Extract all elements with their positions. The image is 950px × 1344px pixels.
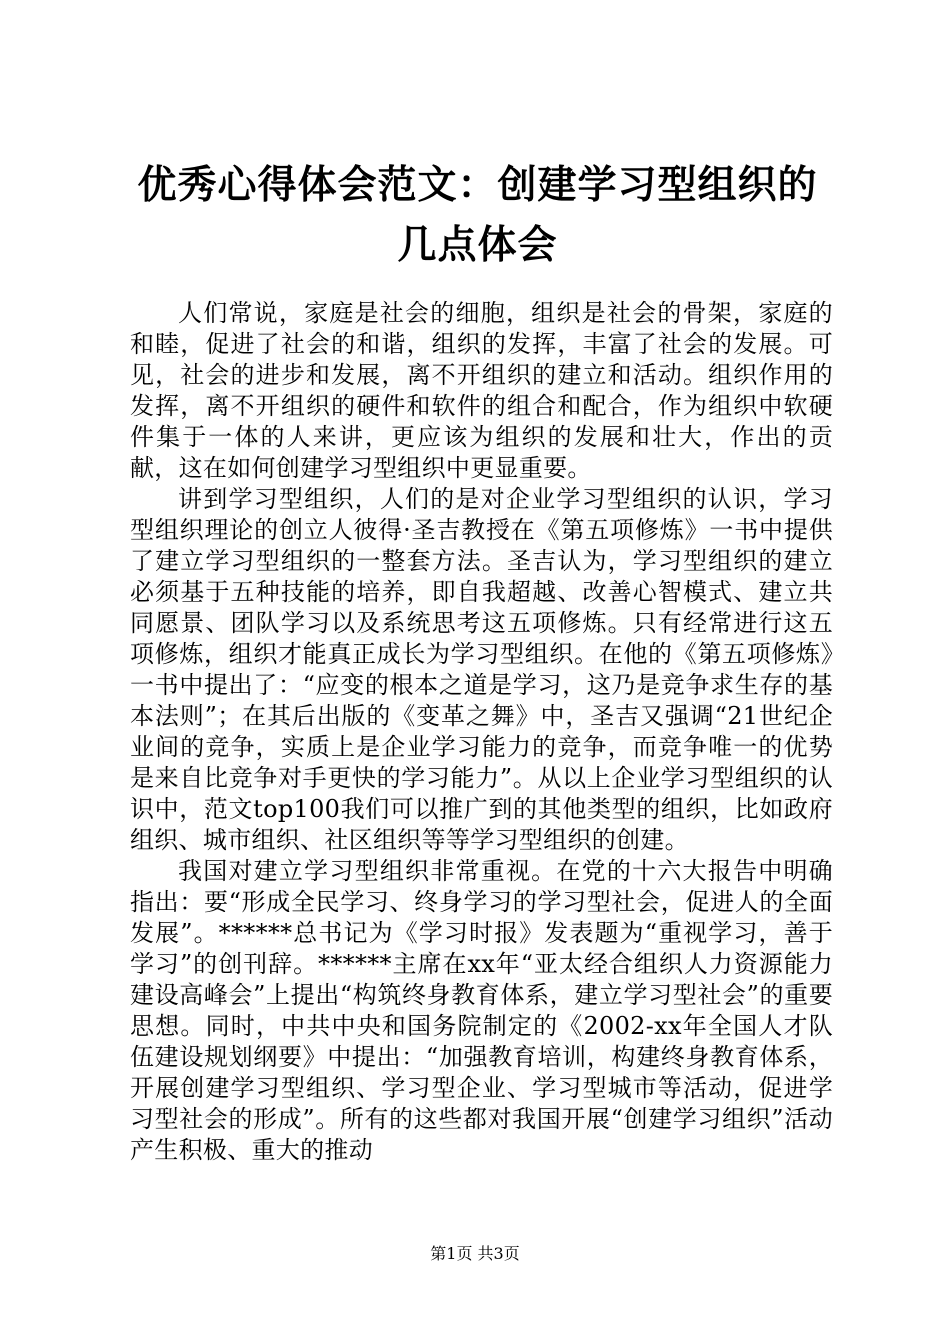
paragraph: 我国对建立学习型组织非常重视。在党的十六大报告中明确指出：要“形成全民学习、终身学习的学习型社会，促进人的全面发展”。******总书记为《学习时报》发表题为“重视学习，善于学习”的创刊辞。******主席在xx年“亚太经合组织人力资源能力建设高峰会”上提出“构筑终身教育体系，建立学习型社会”的重要思想。同时，中共中央和国务院制定的《2002-xx年全国人才队伍建设规划纲要》中提出：“加强教育培训，构建终身教育体系，开展创建学习型组织、学习型企业、学习型城市等活动，促进学习型社会的形成”。所有的这些都对我国开展“创建学习组织”活动产生积极、重大的推动 [130,857,833,1164]
paragraph: 人们常说，家庭是社会的细胞，组织是社会的骨架，家庭的和睦，促进了社会的和谐，组织的发挥，丰富了社会的发展。可见，社会的进步和发展，离不开组织的建立和活动。组织作用的发挥，离不开组织的硬件和软件的组合和配合，作为组织中软硬件集于一体的人来讲，更应该为组织的发展和壮大，作出的贡献，这在如何创建学习型组织中更显重要。 [130,299,833,482]
document-title: 优秀心得体会范文：创建学习型组织的几点体会 [137,163,818,268]
paragraph: 讲到学习型组织，人们的是对企业学习型组织的认识，学习型组织理论的创立人彼得·圣吉教授在《第五项修炼》一书中提供了建立学习型组织的一整套方法。圣吉认为，学习型组织的建立必须基于五种技能的培养，即自我超越、改善心智模式、建立共同愿景、团队学习以及系统思考这五项修炼。只有经常进行这五项修炼，组织才能真正成长为学习型组织。在他的《第五项修炼》一书中提出了：“应变的根本之道是学习，这乃是竞争求生存的基本法则”；在其后出版的《变革之舞》中，圣吉又强调“21世纪企业间的竞争，实质上是企业学习能力的竞争，而竞争唯一的优势是来自比竞争对手更快的学习能力”。从以上企业学习型组织的认识中，范文top100我们可以推广到的其他类型的组织，比如政府组织、城市组织、社区组织等等学习型组织的创建。 [130,485,833,854]
page-footer: 第1页 共3页 [430,1244,520,1263]
document-body [130,298,833,1166]
